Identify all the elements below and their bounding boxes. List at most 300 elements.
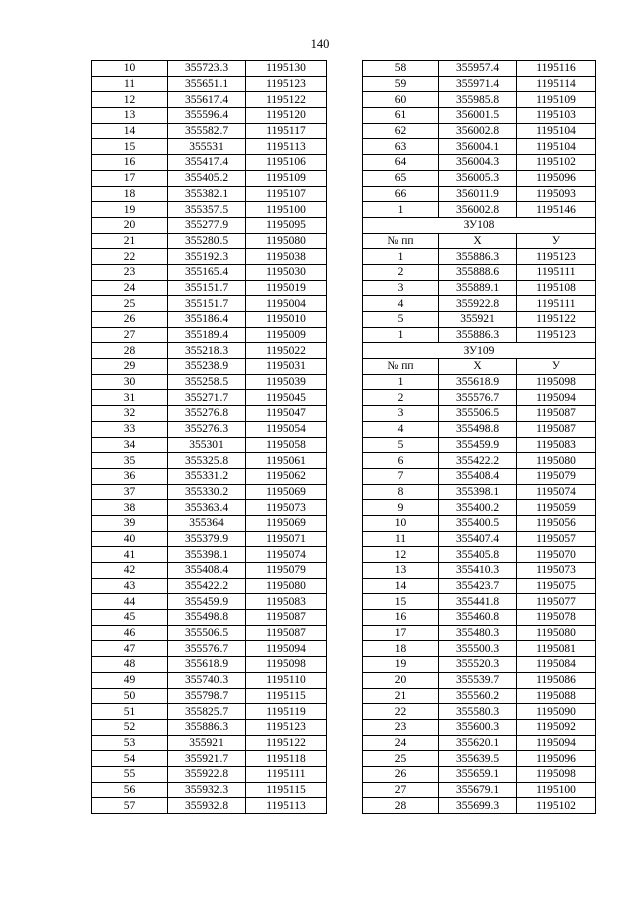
x-coordinate-cell: 355379.9 [168, 531, 246, 547]
point-number-cell: 3 [363, 280, 439, 296]
x-coordinate-cell: 355651.1 [168, 76, 246, 92]
y-coordinate-cell: 1195071 [246, 531, 327, 547]
table-row [363, 61, 596, 77]
table-row [363, 531, 596, 547]
point-number-cell: 38 [92, 500, 168, 516]
point-number-cell: 25 [92, 296, 168, 312]
y-coordinate-cell: 1195146 [517, 202, 596, 218]
table-row [363, 202, 596, 218]
point-number-cell: 65 [363, 170, 439, 186]
x-coordinate-cell: 355258.5 [168, 374, 246, 390]
point-number-cell: 1 [363, 327, 439, 343]
table-row [92, 766, 327, 782]
section-title-cell: ЗУ109 [363, 343, 596, 359]
table-row [363, 264, 596, 280]
point-number-cell: 30 [92, 374, 168, 390]
table-row [363, 500, 596, 516]
x-coordinate-cell: 355506.5 [168, 625, 246, 641]
table-row [92, 468, 327, 484]
point-number-cell: 11 [92, 76, 168, 92]
y-coordinate-cell: 1195056 [517, 515, 596, 531]
x-coordinate-cell: 355271.7 [168, 390, 246, 406]
y-coordinate-cell: 1195058 [246, 437, 327, 453]
table-row [363, 484, 596, 500]
x-coordinate-cell: 355932.8 [168, 798, 246, 814]
point-number-cell: 37 [92, 484, 168, 500]
header-x-cell: X [439, 233, 517, 249]
point-number-cell: 3 [363, 406, 439, 422]
table-row [92, 751, 327, 767]
x-coordinate-cell: 355218.3 [168, 343, 246, 359]
point-number-cell: 26 [363, 766, 439, 782]
point-number-cell: 64 [363, 155, 439, 171]
y-coordinate-cell: 1195078 [517, 610, 596, 626]
x-coordinate-cell: 355576.7 [439, 390, 517, 406]
x-coordinate-cell: 355922.8 [168, 766, 246, 782]
point-number-cell: 9 [363, 500, 439, 516]
point-number-cell: 59 [363, 76, 439, 92]
point-number-cell: 44 [92, 594, 168, 610]
table-row [363, 468, 596, 484]
y-coordinate-cell: 1195096 [517, 170, 596, 186]
point-number-cell: 16 [363, 610, 439, 626]
y-coordinate-cell: 1195087 [246, 610, 327, 626]
y-coordinate-cell: 1195079 [517, 468, 596, 484]
table-row [363, 704, 596, 720]
y-coordinate-cell: 1195117 [246, 123, 327, 139]
coordinates-table-right [362, 60, 596, 814]
point-number-cell: 17 [92, 170, 168, 186]
table-row [92, 123, 327, 139]
y-coordinate-cell: 1195122 [246, 92, 327, 108]
y-coordinate-cell: 1195087 [246, 625, 327, 641]
table-row [92, 390, 327, 406]
x-coordinate-cell: 355405.8 [439, 547, 517, 563]
table-row [363, 327, 596, 343]
point-number-cell: 4 [363, 296, 439, 312]
x-coordinate-cell: 355276.3 [168, 421, 246, 437]
point-number-cell: 13 [363, 563, 439, 579]
coordinates-table-left [91, 60, 327, 814]
x-coordinate-cell: 355277.9 [168, 217, 246, 233]
x-coordinate-cell: 355276.8 [168, 406, 246, 422]
y-coordinate-cell: 1195073 [517, 563, 596, 579]
x-coordinate-cell: 355330.2 [168, 484, 246, 500]
point-number-cell: 18 [363, 641, 439, 657]
x-coordinate-cell: 355618.9 [168, 657, 246, 673]
table-row [363, 657, 596, 673]
y-coordinate-cell: 1195079 [246, 563, 327, 579]
y-coordinate-cell: 1195057 [517, 531, 596, 547]
table-row [363, 155, 596, 171]
y-coordinate-cell: 1195031 [246, 359, 327, 375]
point-number-cell: 21 [363, 688, 439, 704]
point-number-cell: 25 [363, 751, 439, 767]
x-coordinate-cell: 355405.2 [168, 170, 246, 186]
point-number-cell: 23 [92, 264, 168, 280]
y-coordinate-cell: 1195047 [246, 406, 327, 422]
y-coordinate-cell: 1195098 [246, 657, 327, 673]
x-coordinate-cell: 356004.1 [439, 139, 517, 155]
section-title-row [363, 217, 596, 233]
y-coordinate-cell: 1195122 [517, 312, 596, 328]
point-number-cell: 29 [92, 359, 168, 375]
x-coordinate-cell: 355500.3 [439, 641, 517, 657]
table-row [92, 170, 327, 186]
y-coordinate-cell: 1195123 [517, 249, 596, 265]
table-row [92, 249, 327, 265]
y-coordinate-cell: 1195080 [517, 453, 596, 469]
point-number-cell: 2 [363, 390, 439, 406]
point-number-cell: 53 [92, 735, 168, 751]
table-row [363, 594, 596, 610]
y-coordinate-cell: 1195092 [517, 719, 596, 735]
point-number-cell: 50 [92, 688, 168, 704]
y-coordinate-cell: 1195061 [246, 453, 327, 469]
y-coordinate-cell: 1195094 [246, 641, 327, 657]
x-coordinate-cell: 355539.7 [439, 672, 517, 688]
point-number-cell: 41 [92, 547, 168, 563]
y-coordinate-cell: 1195095 [246, 217, 327, 233]
y-coordinate-cell: 1195074 [246, 547, 327, 563]
x-coordinate-cell: 355460.8 [439, 610, 517, 626]
table-row [92, 500, 327, 516]
table-row [92, 515, 327, 531]
point-number-cell: 21 [92, 233, 168, 249]
y-coordinate-cell: 1195100 [517, 782, 596, 798]
y-coordinate-cell: 1195062 [246, 468, 327, 484]
x-coordinate-cell: 355582.7 [168, 123, 246, 139]
point-number-cell: 60 [363, 92, 439, 108]
point-number-cell: 6 [363, 453, 439, 469]
x-coordinate-cell: 355398.1 [168, 547, 246, 563]
table-row [363, 515, 596, 531]
y-coordinate-cell: 1195090 [517, 704, 596, 720]
table-row [363, 751, 596, 767]
point-number-cell: 55 [92, 766, 168, 782]
table-row [363, 563, 596, 579]
y-coordinate-cell: 1195093 [517, 186, 596, 202]
table-row [92, 578, 327, 594]
y-coordinate-cell: 1195123 [246, 719, 327, 735]
x-coordinate-cell: 355596.4 [168, 108, 246, 124]
table-row [92, 782, 327, 798]
table-row [92, 327, 327, 343]
point-number-cell: 18 [92, 186, 168, 202]
point-number-cell: 52 [92, 719, 168, 735]
y-coordinate-cell: 1195130 [246, 61, 327, 77]
x-coordinate-cell: 355886.3 [439, 327, 517, 343]
y-coordinate-cell: 1195075 [517, 578, 596, 594]
point-number-cell: 62 [363, 123, 439, 139]
x-coordinate-cell: 355932.3 [168, 782, 246, 798]
x-coordinate-cell: 355921 [439, 312, 517, 328]
table-row [92, 735, 327, 751]
y-coordinate-cell: 1195069 [246, 515, 327, 531]
y-coordinate-cell: 1195107 [246, 186, 327, 202]
y-coordinate-cell: 1195113 [246, 798, 327, 814]
y-coordinate-cell: 1195115 [246, 782, 327, 798]
table-row [92, 233, 327, 249]
y-coordinate-cell: 1195059 [517, 500, 596, 516]
table-row [92, 202, 327, 218]
x-coordinate-cell: 355382.1 [168, 186, 246, 202]
table-row [92, 641, 327, 657]
y-coordinate-cell: 1195022 [246, 343, 327, 359]
y-coordinate-cell: 1195098 [517, 766, 596, 782]
y-coordinate-cell: 1195111 [517, 296, 596, 312]
table-row [363, 123, 596, 139]
y-coordinate-cell: 1195114 [517, 76, 596, 92]
y-coordinate-cell: 1195122 [246, 735, 327, 751]
x-coordinate-cell: 355886.3 [168, 719, 246, 735]
point-number-cell: 7 [363, 468, 439, 484]
y-coordinate-cell: 1195009 [246, 327, 327, 343]
point-number-cell: 32 [92, 406, 168, 422]
table-row [92, 280, 327, 296]
table-row [92, 139, 327, 155]
x-coordinate-cell: 355618.9 [439, 374, 517, 390]
x-coordinate-cell: 355921.7 [168, 751, 246, 767]
y-coordinate-cell: 1195077 [517, 594, 596, 610]
x-coordinate-cell: 355498.8 [168, 610, 246, 626]
y-coordinate-cell: 1195113 [246, 139, 327, 155]
table-row [363, 249, 596, 265]
header-x-cell: X [439, 359, 517, 375]
y-coordinate-cell: 1195081 [517, 641, 596, 657]
x-coordinate-cell: 355422.2 [168, 578, 246, 594]
x-coordinate-cell: 355506.5 [439, 406, 517, 422]
y-coordinate-cell: 1195084 [517, 657, 596, 673]
point-number-cell: 11 [363, 531, 439, 547]
x-coordinate-cell: 355888.6 [439, 264, 517, 280]
y-coordinate-cell: 1195004 [246, 296, 327, 312]
point-number-cell: 19 [363, 657, 439, 673]
y-coordinate-cell: 1195087 [517, 421, 596, 437]
x-coordinate-cell: 355186.4 [168, 312, 246, 328]
point-number-cell: 46 [92, 625, 168, 641]
table-row [363, 641, 596, 657]
table-row [363, 139, 596, 155]
y-coordinate-cell: 1195083 [517, 437, 596, 453]
point-number-cell: 12 [92, 92, 168, 108]
x-coordinate-cell: 355363.4 [168, 500, 246, 516]
y-coordinate-cell: 1195100 [246, 202, 327, 218]
x-coordinate-cell: 355408.4 [168, 563, 246, 579]
table-row [363, 406, 596, 422]
table-row [363, 547, 596, 563]
point-number-cell: 31 [92, 390, 168, 406]
table-row [92, 657, 327, 673]
y-coordinate-cell: 1195070 [517, 547, 596, 563]
y-coordinate-cell: 1195087 [517, 406, 596, 422]
x-coordinate-cell: 355408.4 [439, 468, 517, 484]
header-y-cell: У [517, 233, 596, 249]
x-coordinate-cell: 355410.3 [439, 563, 517, 579]
y-coordinate-cell: 1195123 [246, 76, 327, 92]
y-coordinate-cell: 1195080 [246, 233, 327, 249]
point-number-cell: 1 [363, 374, 439, 390]
table-row [363, 312, 596, 328]
x-coordinate-cell: 356005.3 [439, 170, 517, 186]
y-coordinate-cell: 1195019 [246, 280, 327, 296]
x-coordinate-cell: 355886.3 [439, 249, 517, 265]
point-number-cell: 14 [92, 123, 168, 139]
y-coordinate-cell: 1195096 [517, 751, 596, 767]
x-coordinate-cell: 356002.8 [439, 123, 517, 139]
point-number-cell: 43 [92, 578, 168, 594]
x-coordinate-cell: 355957.4 [439, 61, 517, 77]
table-row [92, 312, 327, 328]
y-coordinate-cell: 1195069 [246, 484, 327, 500]
x-coordinate-cell: 355480.3 [439, 625, 517, 641]
x-coordinate-cell: 356002.8 [439, 202, 517, 218]
table-row [363, 280, 596, 296]
table-row [92, 484, 327, 500]
x-coordinate-cell: 356001.5 [439, 108, 517, 124]
table-row [363, 672, 596, 688]
table-row [92, 406, 327, 422]
y-coordinate-cell: 1195118 [246, 751, 327, 767]
table-row [92, 421, 327, 437]
x-coordinate-cell: 355921 [168, 735, 246, 751]
point-number-cell: 56 [92, 782, 168, 798]
y-coordinate-cell: 1195098 [517, 374, 596, 390]
x-coordinate-cell: 355922.8 [439, 296, 517, 312]
point-number-cell: 26 [92, 312, 168, 328]
point-number-cell: 61 [363, 108, 439, 124]
y-coordinate-cell: 1195102 [517, 155, 596, 171]
point-number-cell: 1 [363, 202, 439, 218]
table-row [363, 719, 596, 735]
table-row [92, 61, 327, 77]
y-coordinate-cell: 1195094 [517, 390, 596, 406]
point-number-cell: 20 [92, 217, 168, 233]
point-number-cell: 22 [92, 249, 168, 265]
x-coordinate-cell: 355659.1 [439, 766, 517, 782]
x-coordinate-cell: 355357.5 [168, 202, 246, 218]
y-coordinate-cell: 1195074 [517, 484, 596, 500]
y-coordinate-cell: 1195030 [246, 264, 327, 280]
table-row [92, 92, 327, 108]
y-coordinate-cell: 1195104 [517, 139, 596, 155]
table-row [363, 578, 596, 594]
x-coordinate-cell: 355192.3 [168, 249, 246, 265]
x-coordinate-cell: 355400.2 [439, 500, 517, 516]
x-coordinate-cell: 355889.1 [439, 280, 517, 296]
x-coordinate-cell: 356004.3 [439, 155, 517, 171]
y-coordinate-cell: 1195111 [246, 766, 327, 782]
x-coordinate-cell: 355520.3 [439, 657, 517, 673]
x-coordinate-cell: 355580.3 [439, 704, 517, 720]
table-row [92, 688, 327, 704]
table-row [92, 186, 327, 202]
x-coordinate-cell: 355971.4 [439, 76, 517, 92]
table-header-row [363, 359, 596, 375]
point-number-cell: 42 [92, 563, 168, 579]
table-row [92, 594, 327, 610]
y-coordinate-cell: 1195119 [246, 704, 327, 720]
table-row [363, 610, 596, 626]
x-coordinate-cell: 355617.4 [168, 92, 246, 108]
table-row [92, 359, 327, 375]
x-coordinate-cell: 355441.8 [439, 594, 517, 610]
point-number-cell: 24 [92, 280, 168, 296]
y-coordinate-cell: 1195109 [246, 170, 327, 186]
x-coordinate-cell: 355639.5 [439, 751, 517, 767]
point-number-cell: 17 [363, 625, 439, 641]
point-number-cell: 54 [92, 751, 168, 767]
x-coordinate-cell: 355165.4 [168, 264, 246, 280]
x-coordinate-cell: 355398.1 [439, 484, 517, 500]
table-row [92, 76, 327, 92]
y-coordinate-cell: 1195054 [246, 421, 327, 437]
x-coordinate-cell: 355325.8 [168, 453, 246, 469]
point-number-cell: 33 [92, 421, 168, 437]
x-coordinate-cell: 355699.3 [439, 798, 517, 814]
y-coordinate-cell: 1195083 [246, 594, 327, 610]
table-header-row [363, 233, 596, 249]
y-coordinate-cell: 1195116 [517, 61, 596, 77]
y-coordinate-cell: 1195088 [517, 688, 596, 704]
table-row [92, 563, 327, 579]
table-row [363, 735, 596, 751]
point-number-cell: 39 [92, 515, 168, 531]
point-number-cell: 63 [363, 139, 439, 155]
x-coordinate-cell: 355364 [168, 515, 246, 531]
y-coordinate-cell: 1195010 [246, 312, 327, 328]
point-number-cell: 15 [363, 594, 439, 610]
x-coordinate-cell: 355422.2 [439, 453, 517, 469]
table-row [92, 672, 327, 688]
table-row [92, 343, 327, 359]
y-coordinate-cell: 1195038 [246, 249, 327, 265]
header-y-cell: У [517, 359, 596, 375]
table-row [363, 437, 596, 453]
point-number-cell: 23 [363, 719, 439, 735]
x-coordinate-cell: 355151.7 [168, 296, 246, 312]
point-number-cell: 5 [363, 437, 439, 453]
point-number-cell: 28 [92, 343, 168, 359]
point-number-cell: 57 [92, 798, 168, 814]
table-row [92, 108, 327, 124]
point-number-cell: 20 [363, 672, 439, 688]
table-row [363, 92, 596, 108]
table-row [363, 766, 596, 782]
table-row [92, 704, 327, 720]
table-row [363, 688, 596, 704]
x-coordinate-cell: 355459.9 [439, 437, 517, 453]
y-coordinate-cell: 1195111 [517, 264, 596, 280]
y-coordinate-cell: 1195110 [246, 672, 327, 688]
point-number-cell: 66 [363, 186, 439, 202]
point-number-cell: 19 [92, 202, 168, 218]
point-number-cell: 4 [363, 421, 439, 437]
x-coordinate-cell: 355576.7 [168, 641, 246, 657]
point-number-cell: 45 [92, 610, 168, 626]
table-row [92, 798, 327, 814]
table-row [92, 531, 327, 547]
point-number-cell: 10 [363, 515, 439, 531]
point-number-cell: 8 [363, 484, 439, 500]
x-coordinate-cell: 355301 [168, 437, 246, 453]
table-row [92, 217, 327, 233]
table-row [363, 374, 596, 390]
point-number-cell: 10 [92, 61, 168, 77]
point-number-cell: 48 [92, 657, 168, 673]
point-number-cell: 12 [363, 547, 439, 563]
table-row [363, 625, 596, 641]
